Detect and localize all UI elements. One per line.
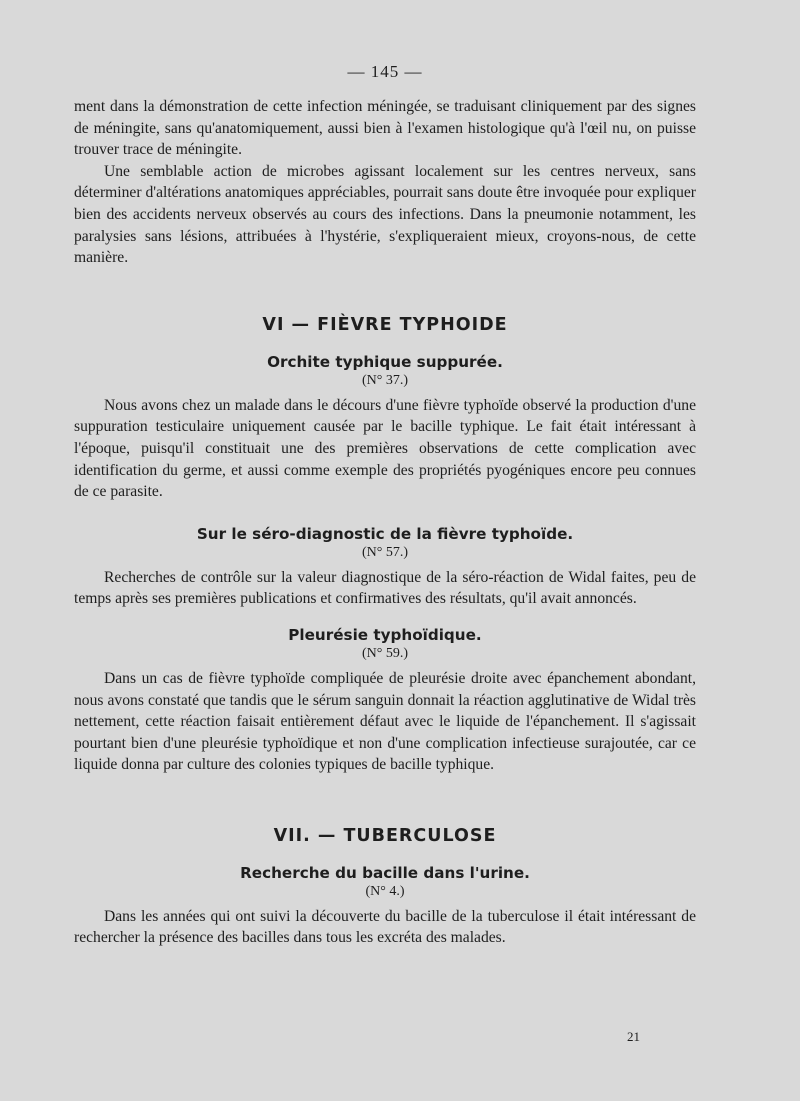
signature-mark: 21 (627, 1029, 640, 1044)
section-ref-pleuresie: (N° 59.) (361, 645, 409, 661)
section-text-sero-diagnostic: Recherches de contrôle sur la valeur diagnostique de la séro-réaction de Widal faites, peu de temps après ses premières publications et confirmatives des résultats, qu'il avait annoncés. (74, 568, 696, 608)
section-title-bacille-urine: Recherche du bacille dans l'urine. (240, 863, 530, 882)
chapter-heading-typhoid: VI — FIÈVRE TYPHOIDE (262, 314, 508, 335)
section-ref-orchite: (N° 37.) (361, 372, 409, 388)
section-title-orchite: Orchite typhique suppurée. (267, 352, 503, 371)
section-text-pleuresie: Dans un cas de fièvre typhoïde compliquée de pleurésie droite avec épanchement abondant, nous avons constaté que tandis que le sérum sanguin donnait la réaction agglutinative de Widal très nettement, cette réaction faisait entièrement défaut avec le liquide de l'épanchement. Il s'agissait pourtant bien d'une pleurésie typhoïdique et non d'une complication infectieuse surajoutée, car ce liquide donna par culture des colonies typiques de bacille typhique. (74, 669, 696, 774)
section-text-bacille-urine: Dans les années qui ont suivi la découverte du bacille de la tuberculose il était intéressant de rechercher la présence des bacilles dans tous les excréta des malades. (74, 907, 696, 947)
section-ref-sero-diagnostic: (N° 57.) (361, 544, 409, 560)
section-title-pleuresie: Pleurésie typhoïdique. (288, 625, 482, 644)
chapter-heading-tuberculose: VII. — TUBERCULOSE (273, 825, 497, 846)
section-text-orchite: Nous avons chez un malade dans le décours d'une fièvre typhoïde observé la production d'une suppuration testiculaire uniquement causée par le bacille typhique. Le fait était intéressant à l'époque, puisqu'il constituait une des premières observations de cette complication avec identification du germe, et aussi comme exemple des propriétés pyogéniques encore peu connues de ce parasite. (74, 396, 696, 501)
intro-paragraph-1: ment dans la démonstration de cette infection méningée, se traduisant cliniquement par des signes de méningite, sans qu'anatomiquement, aussi bien à l'examen histologique qu'à l'œil nu, on puisse trouver trace de méningite. (74, 98, 696, 159)
intro-paragraph-2: Une semblable action de microbes agissant localement sur les centres nerveux, sans déterminer d'altérations anatomiques appréciables, pourrait sans doute être invoquée pour expliquer bien des accidents nerveux observés au cours des infections. Dans la pneumonie notamment, les paralysies sans lésions, attribuées à l'hystérie, s'expliqueraient mieux, croyons-nous, de cette manière. (74, 162, 696, 267)
page-number: — 145 — (347, 62, 423, 81)
section-ref-bacille-urine: (N° 4.) (365, 883, 405, 899)
section-title-sero-diagnostic: Sur le séro-diagnostic de la fièvre typhoïde. (196, 524, 574, 543)
